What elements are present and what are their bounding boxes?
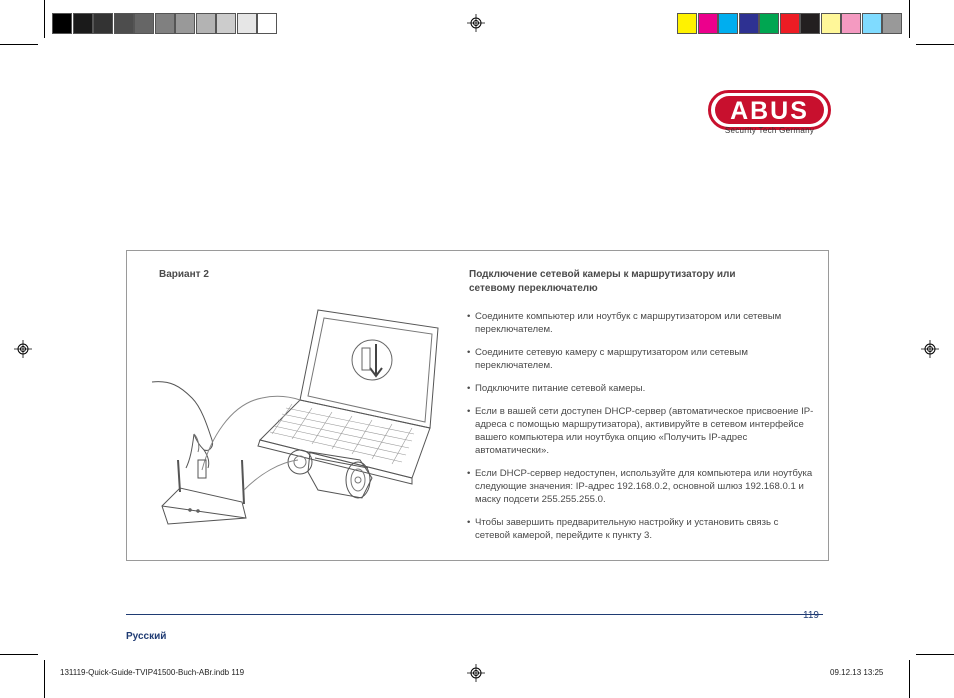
language-label: Русский <box>126 631 167 642</box>
page-number: 119 <box>803 610 819 621</box>
color-swatch <box>862 13 882 34</box>
color-swatch <box>134 13 154 34</box>
print-timestamp: 09.12.13 13:25 <box>830 668 884 677</box>
instruction-list <box>469 310 814 552</box>
color-swatch <box>175 13 195 34</box>
color-swatch <box>237 13 257 34</box>
color-swatch <box>759 13 779 34</box>
color-swatch <box>698 13 718 34</box>
variant-label: Вариант 2 <box>159 269 209 280</box>
list-item: • Если DHCP-сервер недоступен, используйте для компьютера или ноутбука следующие значения: IP-адрес 192.168.0.2, основной шлюз 192.168.0.1 и маску подсети 255.255.255.0. <box>469 467 814 506</box>
network-cable-icon <box>198 396 300 490</box>
list-item: • Чтобы завершить предварительную настройку и установить связь с сетевой камерой, перейдите к пункту 3. <box>469 516 814 542</box>
color-swatch <box>73 13 93 34</box>
router-icon <box>162 460 246 524</box>
color-swatch <box>739 13 759 34</box>
registration-mark-icon <box>467 664 485 682</box>
connection-illustration <box>150 300 460 530</box>
color-swatch <box>780 13 800 34</box>
list-item: • Соедините компьютер или ноутбук с маршрутизатором или сетевым переключателем. <box>469 310 814 336</box>
color-swatch <box>821 13 841 34</box>
section-heading: Подключение сетевой камеры к маршрутизатору или сетевому переключателю <box>469 269 736 294</box>
list-item: • Подключите питание сетевой камеры. <box>469 382 814 395</box>
color-swatch <box>257 13 277 34</box>
logo-text: ABUS <box>730 97 809 125</box>
registration-mark-icon <box>467 14 485 32</box>
color-swatch <box>114 13 134 34</box>
print-file-name: 131119-Quick-Guide-TVIP41500-Buch-ABr.indb 119 <box>60 668 245 677</box>
footer-rule <box>126 614 823 615</box>
color-swatch <box>718 13 738 34</box>
registration-mark-icon <box>921 340 939 358</box>
color-swatch <box>841 13 861 34</box>
color-swatch <box>93 13 113 34</box>
registration-mark-icon <box>14 340 32 358</box>
color-swatch <box>882 13 902 34</box>
color-swatch <box>196 13 216 34</box>
color-swatch <box>155 13 175 34</box>
logo-tagline: Security Tech Germany <box>724 126 815 135</box>
color-swatch <box>216 13 236 34</box>
color-swatch <box>800 13 820 34</box>
list-item: • Соедините сетевую камеру с маршрутизатором или сетевым переключателем. <box>469 346 814 372</box>
color-swatch <box>52 13 72 34</box>
color-swatch <box>677 13 697 34</box>
list-item: • Если в вашей сети доступен DHCP-сервер (автоматическое присвоение IP-адреса с помощью маршрутизатора), активируйте в сетевом интерфейсе вашего компьютера или ноутбука опцию «Получить IP-адрес автоматически». <box>469 405 814 457</box>
hand-icon <box>152 382 213 468</box>
